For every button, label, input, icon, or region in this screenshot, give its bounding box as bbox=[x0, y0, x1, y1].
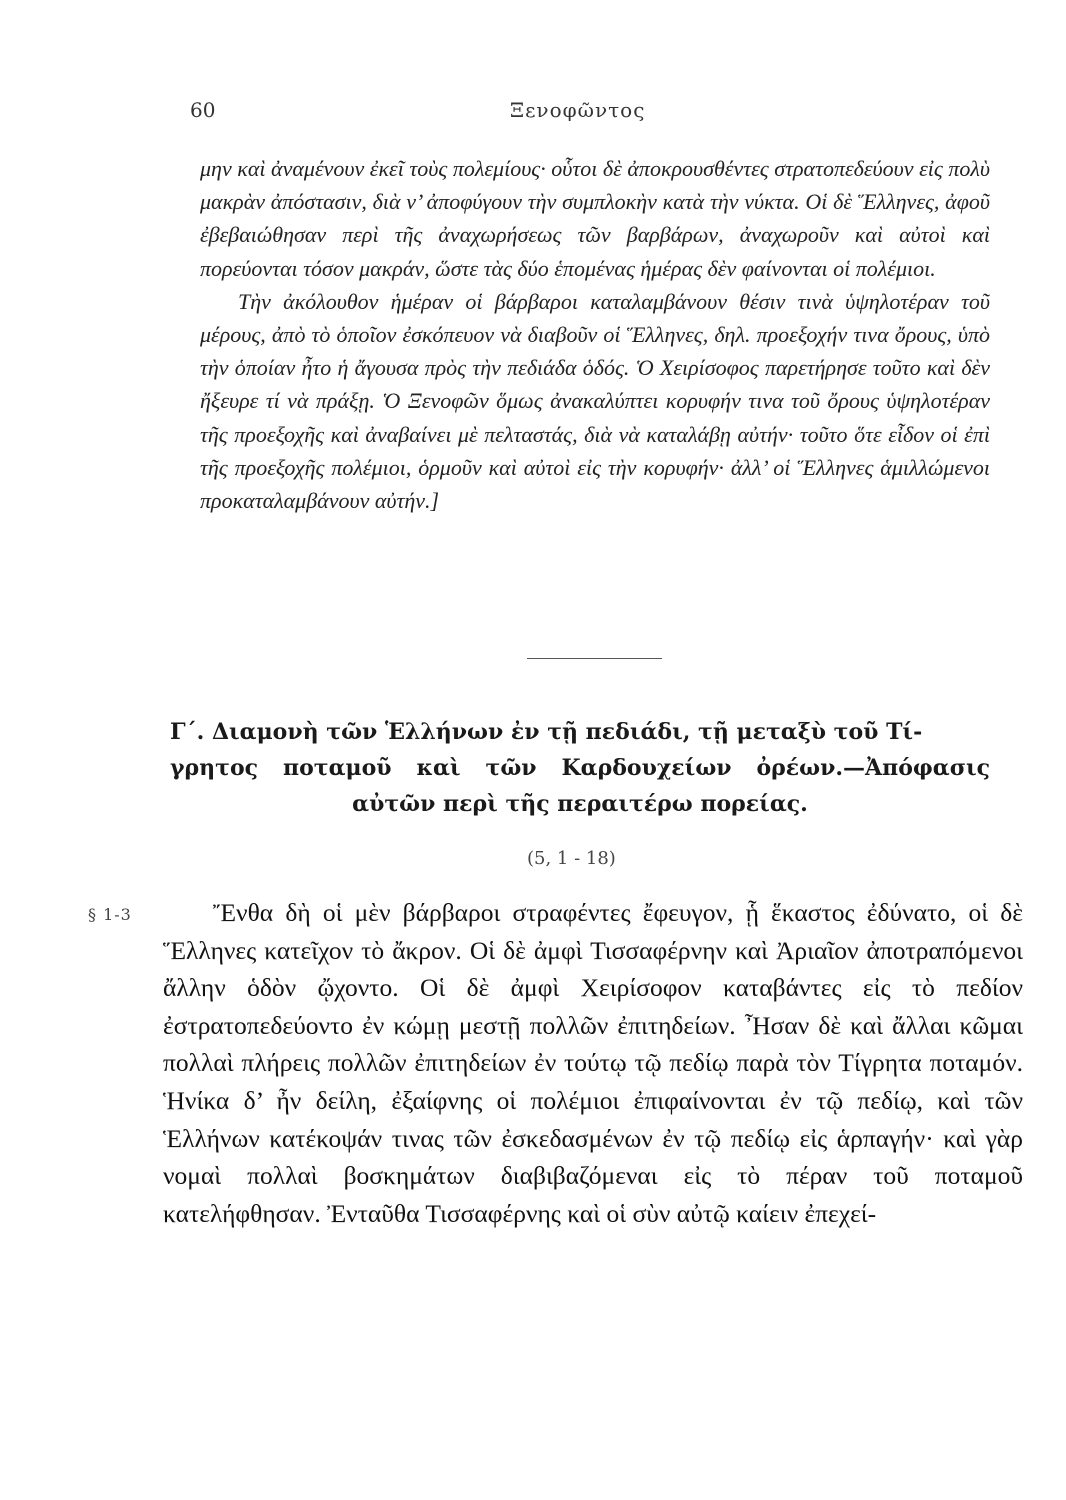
chapter-heading-line-1: Γ΄. Διαμονὴ τῶν Ἑλλήνων ἐν τῇ πεδιάδι, τῇ μεταξὺ τοῦ Τί- bbox=[170, 719, 923, 745]
summary-paragraph-1: μην καὶ ἀναμένουν ἐκεῖ τοὺς πολεμίους· οὗτοι δὲ ἀποκρουσθέντες στρατοπεδεύουν εἰς πολὺ μακρὰν ἀπόστασιν, διὰ ν’ ἀποφύγουν τὴν συμπλοκὴν κατὰ τὴν νύκτα. Οἱ δὲ Ἕλληνες, ἀφοῦ ἐβεβαιώθησαν περὶ τῆς ἀναχωρήσεως τῶν βαρβάρων, ἀναχωροῦν καὶ αὐτοὶ καὶ πορεύονται τόσον μακράν, ὥστε τὰς δύο ἑπομένας ἡμέρας δὲν φαίνονται οἱ πολέμιοι. bbox=[200, 156, 990, 281]
chapter-heading-line-2: γρητος ποταμοῦ καὶ τῶν Καρδουχείων ὀρέων.—Ἀπόφασις bbox=[170, 755, 990, 781]
page-number: 60 bbox=[190, 98, 216, 122]
main-paragraph: Ἔνθα δὴ οἱ μὲν βάρβαροι στραφέντες ἔφευγον, ᾗ ἕκαστος ἐδύνατο, οἱ δὲ Ἕλληνες κατεῖχον τὸ ἄκρον. Οἱ δὲ ἀμφὶ Τισσαφέρνην καὶ Ἀριαῖον ἀποτραπόμενοι ἄλλην ὁδὸν ᾤχοντο. Οἱ δὲ ἀμφὶ Χειρίσοφον καταβάντες εἰς τὸ πεδίον ἐστρατοπεδεύοντο ἐν κώμῃ μεστῇ πολλῶν ἐπιτηδείων. Ἦσαν δὲ καὶ ἄλλαι κῶμαι πολλαὶ πλήρεις πολλῶν ἐπιτηδείων ἐν τούτῳ τῷ πεδίῳ παρὰ τὸν Τίγρητα ποταμόν. Ἡνίκα δ’ ἦν δείλη, ἐξαίφνης οἱ πολέμιοι ἐπιφαίνονται ἐν τῷ πεδίῳ, καὶ τῶν Ἑλλήνων κατέκοψάν τινας τῶν ἐσκεδασμένων ἐν τῷ πεδίῳ εἰς ἁρπαγήν· καὶ γὰρ νομαὶ πολλαὶ βοσκημάτων διαβιβαζόμεναι εἰς τὸ πέραν τοῦ ποταμοῦ κατελήφθησαν. Ἐνταῦθα Τισσαφέρνης καὶ οἱ σὺν αὐτῷ καίειν ἐπεχεί- bbox=[163, 898, 1023, 1228]
section-reference: (5, 1 - 18) bbox=[527, 848, 616, 869]
page-header bbox=[190, 98, 890, 128]
main-text bbox=[163, 894, 1023, 1232]
summary-block bbox=[200, 152, 990, 517]
summary-paragraph-2: Τὴν ἀκόλουθον ἡμέραν οἱ βάρβαροι καταλαμβάνουν θέσιν τινὰ ὑψηλοτέραν τοῦ μέρους, ἀπὸ τὸ ὁποῖον ἐσκόπευον νὰ διαβοῦν οἱ Ἕλληνες, δηλ. προεξοχήν τινα ὄρους, ὑπὸ τὴν ὁποίαν ἦτο ἡ ἄγουσα πρὸς τὴν πεδιάδα ὁδός. Ὁ Χειρίσοφος παρετήρησε τοῦτο καὶ δὲν ἤξευρε τί νὰ πράξῃ. Ὁ Ξενοφῶν ὅμως ἀνακαλύπτει κορυφήν τινα τοῦ ὄρους ὑψηλοτέραν τῆς προεξοχῆς καὶ ἀναβαίνει μὲ πελταστάς, διὰ νὰ καταλάβῃ αὐτήν· τοῦτο ὅτε εἶδον οἱ ἐπὶ τῆς προεξοχῆς πολέμιοι, ὁρμοῦν καὶ αὐτοὶ εἰς τὴν κορυφήν· ἀλλ’ οἱ Ἕλληνες ἁμιλλώμενοι προκαταλαμβάνουν αὐτήν.] bbox=[200, 288, 990, 514]
section-divider bbox=[527, 658, 662, 659]
chapter-heading bbox=[170, 714, 990, 822]
section-marker: § 1-3 bbox=[88, 905, 132, 924]
running-title: Ξενοφῶντος bbox=[510, 98, 646, 122]
chapter-heading-line-3: αὐτῶν περὶ τῆς περαιτέρω πορείας. bbox=[352, 791, 808, 817]
